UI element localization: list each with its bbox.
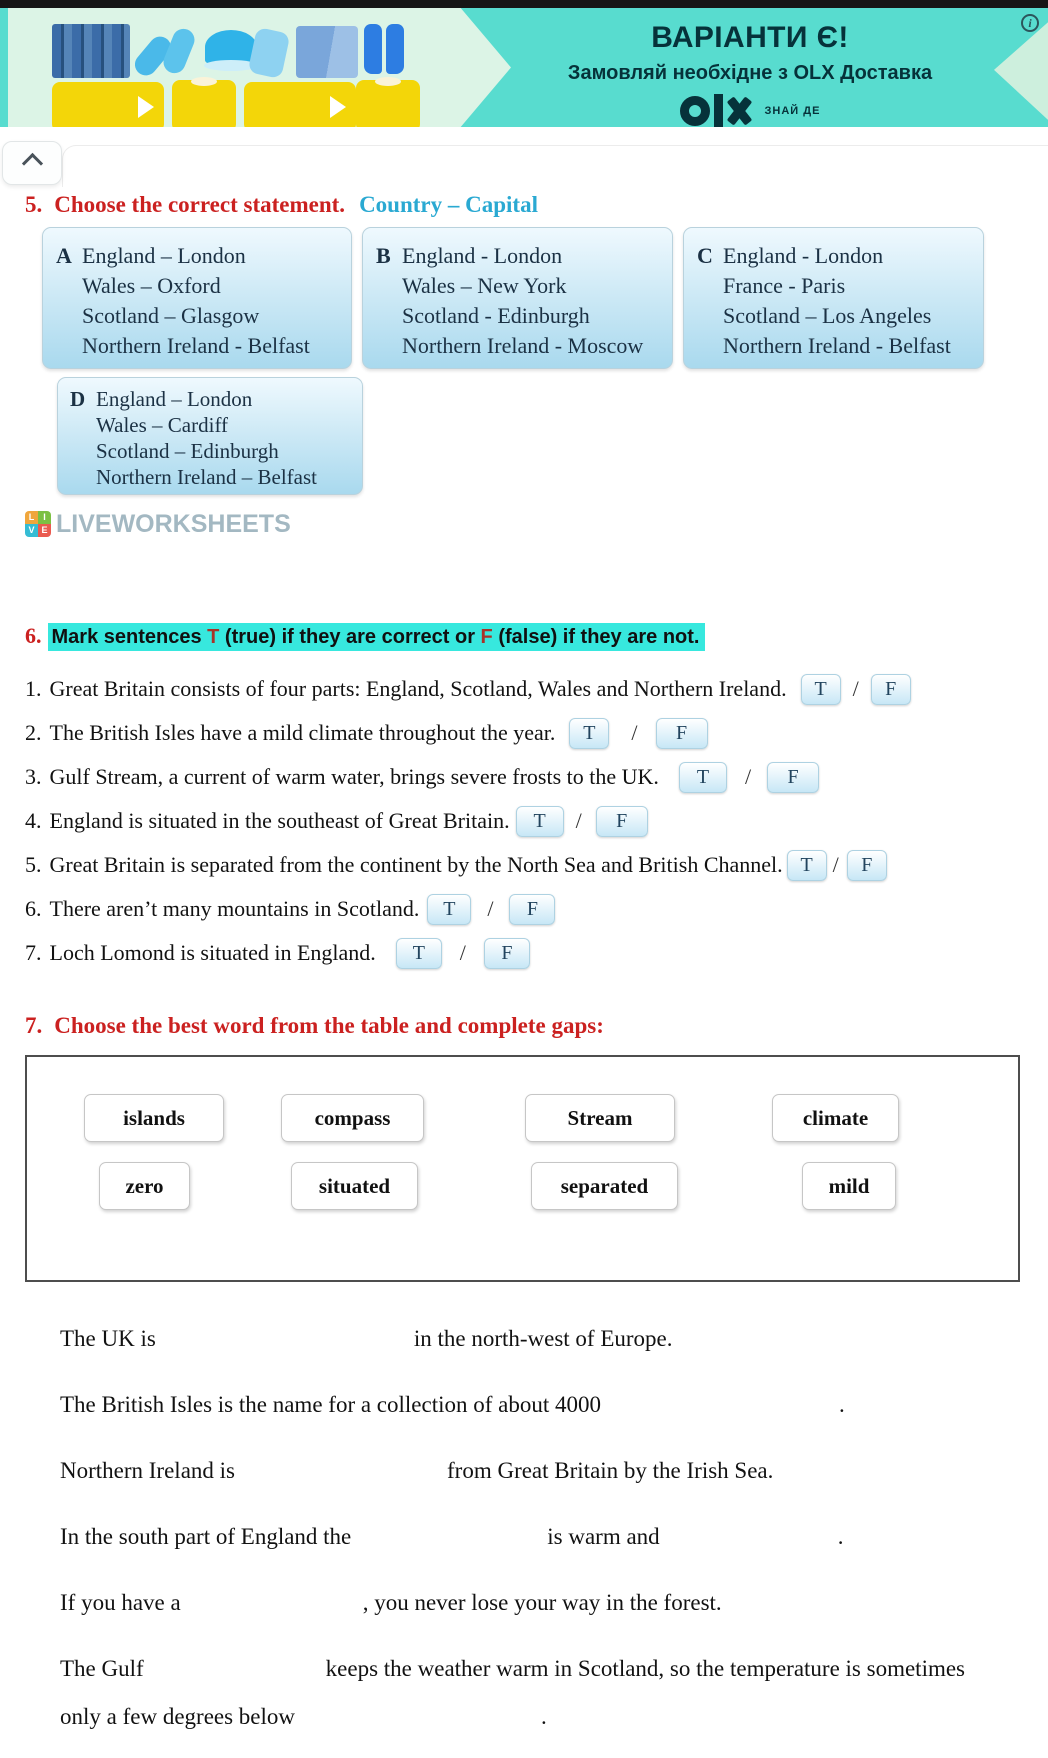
chevron-up-icon	[21, 153, 42, 174]
statement-number: 5.	[25, 852, 42, 877]
ad-subheadline: Замовляй необхідне з OLX Доставка	[567, 62, 933, 84]
socks-image	[248, 27, 291, 79]
logo-tile: E	[38, 524, 51, 537]
true-button[interactable]: T	[801, 674, 841, 705]
option-letter: D	[70, 387, 86, 411]
statement-text: Loch Lomond is situated in England.	[49, 940, 376, 965]
option-line: England - London	[402, 243, 563, 268]
answer-gap[interactable]	[660, 1528, 838, 1552]
gap-sentence	[60, 1324, 1023, 1354]
statement-row	[25, 667, 1023, 711]
false-button[interactable]: F	[484, 938, 530, 969]
statement-text: The British Isles have a mild climate throughout the year.	[49, 720, 556, 745]
word-chip[interactable]: situated	[291, 1162, 418, 1210]
answer-gap[interactable]	[295, 1708, 541, 1732]
word-chip[interactable]: Stream	[525, 1094, 675, 1142]
option-line: Northern Ireland - Belfast	[82, 333, 310, 358]
answer-gap[interactable]	[601, 1396, 839, 1420]
browser-top-bar	[0, 0, 1048, 8]
option-line: Wales – New York	[402, 273, 567, 298]
option-letter: B	[376, 243, 391, 268]
answer-gap[interactable]	[144, 1660, 326, 1684]
olx-tagline: ЗНАЙ ДЕ	[764, 105, 821, 117]
answer-gap[interactable]	[181, 1594, 363, 1618]
sentence-text: from Great Britain by the Irish Sea.	[447, 1458, 774, 1483]
sentence-text: In the south part of England the	[60, 1524, 352, 1549]
statement-text: There aren’t many mountains in Scotland.	[49, 896, 420, 921]
ad-headline: ВАРІАНТИ Є!	[651, 21, 849, 54]
heading-text: (true) if they are correct or	[219, 626, 481, 648]
heading-f: F	[480, 626, 493, 648]
statement-text: England is situated in the southeast of Great Britain.	[49, 808, 510, 833]
option-line: Northern Ireland - Moscow	[402, 333, 644, 358]
olx-logo-icon	[680, 96, 710, 126]
statement-row	[25, 887, 1023, 931]
logo-tile: I	[38, 511, 51, 524]
option-line: France - Paris	[723, 273, 846, 298]
option-line: Wales – Cardiff	[96, 413, 229, 437]
word-bank-table	[25, 1055, 1020, 1282]
olx-logo-icon	[714, 94, 723, 127]
tf-separator: /	[631, 720, 638, 745]
sentence-text: The Gulf	[60, 1656, 144, 1681]
liveworksheets-logo-icon	[25, 511, 51, 537]
liveworksheets-wordmark: LIVEWORKSHEETS	[56, 509, 291, 538]
option-d-box[interactable]	[57, 377, 363, 495]
worksheet	[0, 192, 1048, 1732]
logo-tile: V	[25, 524, 38, 537]
question-6-heading	[25, 623, 1023, 649]
sentence-text: , you never lose your way in the forest.	[362, 1590, 722, 1615]
true-button[interactable]: T	[516, 806, 564, 837]
statement-row	[25, 931, 1023, 975]
true-false-list	[25, 667, 1023, 975]
tf-separator: /	[852, 676, 859, 701]
question-7-heading	[25, 1013, 1023, 1039]
question-number: 7.	[25, 1013, 43, 1038]
option-line: England - London	[723, 243, 884, 268]
heading-t: T	[207, 626, 220, 648]
yellow-jacket-image	[244, 82, 356, 127]
option-line: England – London	[96, 387, 253, 411]
true-button[interactable]: T	[569, 718, 609, 749]
word-chip[interactable]: compass	[281, 1094, 424, 1142]
tf-separator: /	[832, 852, 839, 877]
option-line: Northern Ireland – Belfast	[96, 465, 318, 489]
false-button[interactable]: F	[767, 762, 819, 793]
folded-denim-image	[296, 26, 358, 78]
question-5-heading	[25, 192, 1023, 218]
ad-info-icon[interactable]: i	[1021, 14, 1039, 32]
gap-sentence	[60, 1588, 1023, 1618]
olx-logo-icon	[727, 98, 751, 124]
yellow-jacket-image	[52, 82, 164, 127]
tf-separator: /	[459, 940, 466, 965]
statement-number: 7.	[25, 940, 42, 965]
option-line: Wales – Oxford	[82, 273, 221, 298]
question-5-title: Choose the correct statement.	[54, 192, 346, 217]
answer-gap[interactable]	[235, 1462, 447, 1486]
true-button[interactable]: T	[427, 894, 471, 925]
option-line: Scotland – Glasgow	[82, 303, 260, 328]
option-letter: A	[56, 243, 72, 268]
folded-jeans-image	[52, 24, 130, 78]
slipper-image	[160, 26, 198, 77]
false-button[interactable]: F	[656, 718, 708, 749]
gap-sentence	[60, 1522, 1023, 1552]
option-letter: C	[697, 243, 713, 268]
word-chip[interactable]: climate	[772, 1094, 899, 1142]
word-chip[interactable]: mild	[802, 1162, 896, 1210]
option-b-box[interactable]	[362, 227, 673, 369]
gap-sentence	[60, 1456, 1023, 1486]
gap-sentence	[60, 1702, 1023, 1732]
false-button[interactable]: F	[871, 674, 911, 705]
option-line: Scotland – Edinburgh	[96, 439, 279, 463]
sentence-text: in the north-west of Europe.	[413, 1326, 673, 1351]
word-chip[interactable]: islands	[84, 1094, 224, 1142]
statement-number: 1.	[25, 676, 42, 701]
logo-tile: L	[25, 511, 38, 524]
answer-gap[interactable]	[351, 1528, 547, 1552]
sentence-text: The British Isles is the name for a collection of about 4000	[60, 1392, 602, 1417]
sentence-text: .	[541, 1704, 547, 1729]
statement-text: Gulf Stream, a current of warm water, brings severe frosts to the UK.	[49, 764, 659, 789]
statement-number: 3.	[25, 764, 42, 789]
statement-row	[25, 799, 1023, 843]
tf-separator: /	[744, 764, 752, 789]
option-line: England – London	[82, 243, 246, 268]
word-chip[interactable]: zero	[99, 1162, 190, 1210]
statement-text: Great Britain consists of four parts: England, Scotland, Wales and Northern Ireland.	[49, 676, 787, 701]
boot-image	[364, 24, 382, 74]
gap-sentence	[60, 1654, 1023, 1684]
sentence-text: The UK is	[60, 1326, 156, 1351]
false-button[interactable]: F	[596, 806, 648, 837]
sentence-text: .	[839, 1392, 845, 1417]
worksheet-card-edge	[62, 145, 1048, 187]
question-number: 5.	[25, 192, 43, 217]
option-a-box[interactable]	[42, 227, 352, 369]
question-number: 6.	[25, 623, 42, 648]
olx-ad-banner[interactable]	[0, 8, 1048, 127]
option-line: Scotland - Edinburgh	[402, 303, 590, 328]
sentence-text: If you have a	[60, 1590, 181, 1615]
answer-gap[interactable]	[156, 1330, 414, 1354]
ad-products-panel	[8, 8, 511, 127]
liveworksheets-watermark	[25, 510, 1023, 538]
yellow-sweater-image	[356, 80, 420, 127]
sentence-text: only a few degrees below	[60, 1704, 296, 1729]
tf-separator: /	[575, 808, 582, 833]
statement-row	[25, 843, 1023, 887]
sentence-text: is warm and	[547, 1524, 660, 1549]
statement-number: 4.	[25, 808, 42, 833]
option-c-box[interactable]	[683, 227, 984, 369]
true-button[interactable]: T	[787, 850, 827, 881]
question-7-title: Choose the best word from the table and complete gaps:	[54, 1013, 604, 1038]
statement-row	[25, 711, 1023, 755]
tf-separator: /	[487, 896, 494, 921]
option-line: Northern Ireland - Belfast	[723, 333, 951, 358]
true-button[interactable]: T	[679, 762, 727, 793]
false-button[interactable]: F	[847, 850, 887, 881]
heading-text: Mark sentences	[51, 626, 208, 648]
gap-sentence	[60, 1390, 1023, 1420]
true-button[interactable]: T	[396, 938, 442, 969]
page-gutter	[0, 127, 1048, 147]
question-5-subtitle: Country – Capital	[359, 192, 538, 217]
sentence-text: keeps the weather warm in Scotland, so the temperature is sometimes	[325, 1656, 966, 1681]
option-line: Scotland – Los Angeles	[723, 303, 932, 328]
statement-number: 6.	[25, 896, 42, 921]
boot-image	[386, 24, 404, 74]
sentence-text: Northern Ireland is	[60, 1458, 235, 1483]
statement-text: Great Britain is separated from the continent by the North Sea and British Channel.	[49, 852, 783, 877]
word-chip[interactable]: separated	[531, 1162, 678, 1210]
collapse-banner-button[interactable]	[2, 141, 62, 185]
sentence-text: .	[837, 1524, 844, 1549]
statement-number: 2.	[25, 720, 42, 745]
false-button[interactable]: F	[509, 894, 555, 925]
yellow-sweater-image	[172, 80, 236, 127]
gap-fill-exercise	[60, 1324, 1023, 1732]
statement-row	[25, 755, 1023, 799]
heading-text: (false) if they are not.	[492, 626, 700, 648]
